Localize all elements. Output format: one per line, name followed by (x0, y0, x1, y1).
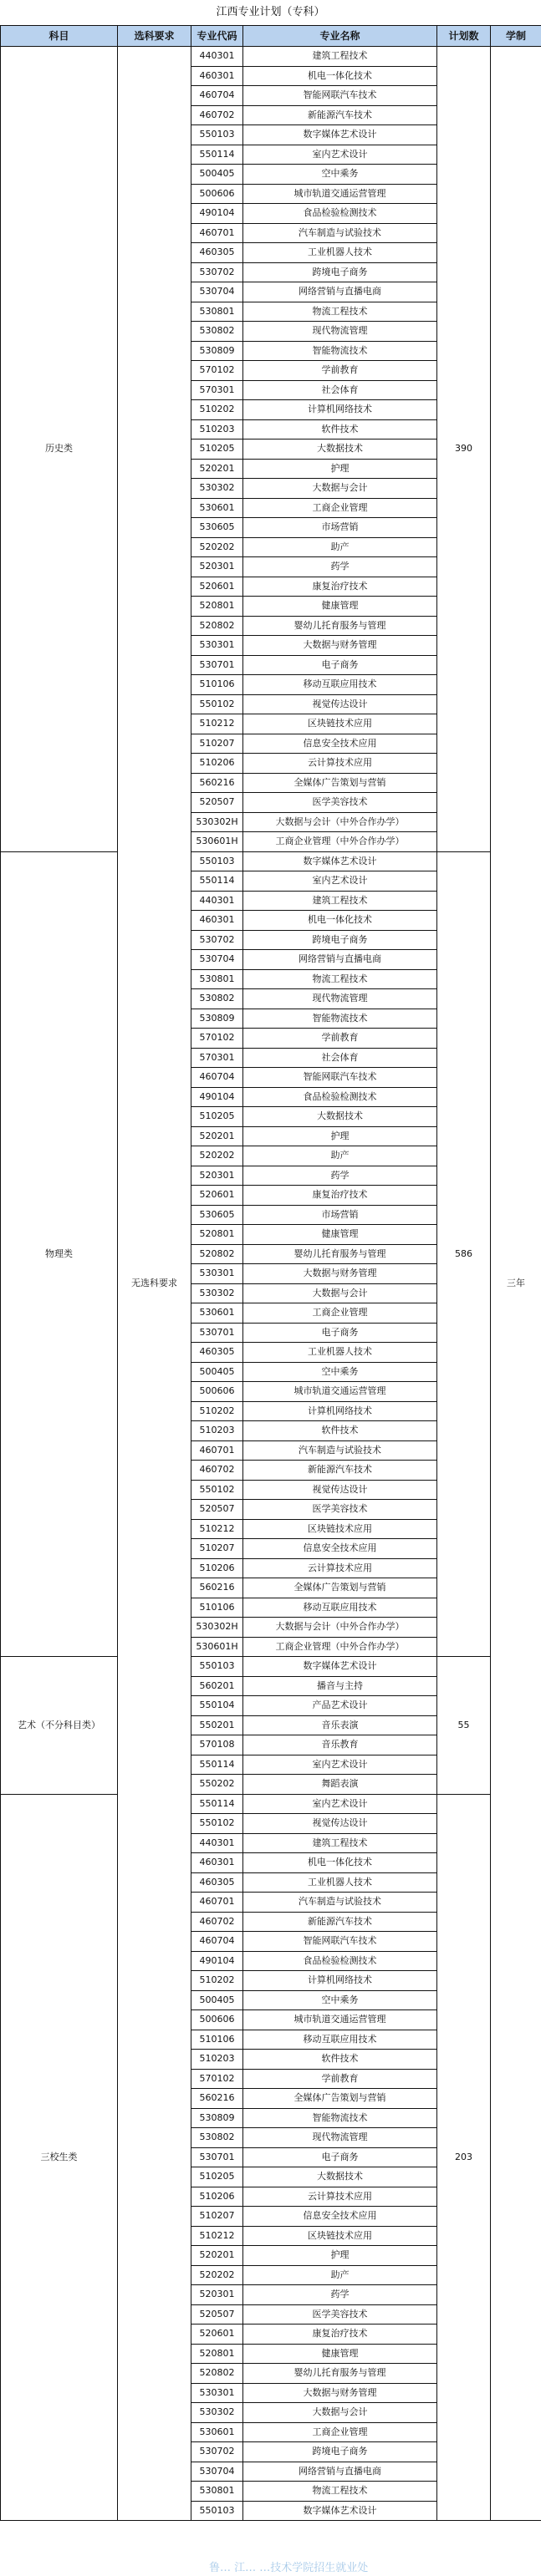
code-cell: 510202 (191, 1971, 243, 1991)
code-cell: 520601 (191, 1186, 243, 1206)
code-cell: 520601 (191, 577, 243, 597)
major-cell: 舞蹈表演 (243, 1775, 437, 1795)
major-cell: 跨境电子商务 (243, 2442, 437, 2462)
major-cell: 现代物流管理 (243, 989, 437, 1009)
code-cell: 570102 (191, 361, 243, 381)
code-cell: 500405 (191, 1990, 243, 2010)
code-cell: 510202 (191, 1401, 243, 1421)
code-cell: 460305 (191, 243, 243, 263)
major-cell: 建筑工程技术 (243, 891, 437, 911)
code-cell: 510205 (191, 439, 243, 460)
major-cell: 婴幼儿托育服务与管理 (243, 1244, 437, 1264)
major-cell: 医学美容技术 (243, 2304, 437, 2324)
major-cell: 汽车制造与试验技术 (243, 1440, 437, 1461)
code-cell: 530809 (191, 341, 243, 361)
code-cell: 530302H (191, 1618, 243, 1638)
major-cell: 室内艺术设计 (243, 1755, 437, 1775)
code-cell: 530701 (191, 655, 243, 675)
major-cell: 市场营销 (243, 1205, 437, 1225)
code-cell: 460702 (191, 1912, 243, 1932)
major-cell: 建筑工程技术 (243, 47, 437, 67)
major-cell: 播音与主持 (243, 1676, 437, 1696)
code-cell: 460701 (191, 223, 243, 243)
code-cell: 510203 (191, 2050, 243, 2070)
code-cell: 520802 (191, 616, 243, 636)
code-cell: 530801 (191, 969, 243, 989)
code-cell: 520802 (191, 1244, 243, 1264)
code-cell: 550114 (191, 1755, 243, 1775)
major-cell: 网络营销与直播电商 (243, 2462, 437, 2482)
major-cell: 网络营销与直播电商 (243, 282, 437, 302)
major-cell: 大数据与财务管理 (243, 1264, 437, 1284)
subject-cell: 历史类 (1, 47, 118, 852)
code-cell: 500405 (191, 165, 243, 185)
code-cell: 510106 (191, 1598, 243, 1618)
code-cell: 570108 (191, 1735, 243, 1755)
major-cell: 健康管理 (243, 2344, 437, 2364)
major-cell: 空中乘务 (243, 165, 437, 185)
code-cell: 560216 (191, 773, 243, 793)
code-cell: 460301 (191, 66, 243, 86)
major-cell: 工商企业管理 (243, 2422, 437, 2442)
major-cell: 药学 (243, 2285, 437, 2305)
code-cell: 510212 (191, 1519, 243, 1539)
major-cell: 建筑工程技术 (243, 1833, 437, 1853)
table-body (1, 47, 541, 2521)
plan-cell: 55 (437, 1657, 491, 1795)
major-cell: 助产 (243, 537, 437, 557)
major-cell: 社会体育 (243, 380, 437, 400)
code-cell: 500606 (191, 184, 243, 204)
code-cell: 530701 (191, 2147, 243, 2167)
code-cell: 550102 (191, 694, 243, 714)
code-cell: 550103 (191, 1657, 243, 1677)
major-cell: 食品检验检测技术 (243, 204, 437, 224)
major-cell: 云计算技术应用 (243, 754, 437, 774)
code-cell: 520507 (191, 1500, 243, 1520)
header-subject: 科目 (1, 26, 118, 47)
subject-cell: 艺术（不分科目类） (1, 1657, 118, 1795)
major-cell: 移动互联应用技术 (243, 675, 437, 695)
major-cell: 产品艺术设计 (243, 1696, 437, 1716)
code-cell: 550201 (191, 1715, 243, 1735)
major-cell: 智能网联汽车技术 (243, 86, 437, 106)
major-cell: 汽车制造与试验技术 (243, 223, 437, 243)
code-cell: 520202 (191, 1146, 243, 1166)
code-cell: 460701 (191, 1893, 243, 1913)
code-cell: 520801 (191, 1225, 243, 1245)
major-cell: 新能源汽车技术 (243, 1912, 437, 1932)
code-cell: 460301 (191, 1853, 243, 1873)
plan-table (0, 25, 541, 2521)
code-cell: 530802 (191, 322, 243, 342)
major-cell: 计算机网络技术 (243, 400, 437, 420)
major-cell: 工业机器人技术 (243, 1343, 437, 1363)
major-cell: 空中乘务 (243, 1362, 437, 1382)
code-cell: 530601 (191, 1303, 243, 1324)
code-cell: 510206 (191, 2187, 243, 2207)
major-cell: 学前教育 (243, 361, 437, 381)
major-cell: 助产 (243, 1146, 437, 1166)
xuezhi-cell: 三年 (491, 47, 541, 2521)
table-row (1, 1794, 541, 1814)
major-cell: 智能物流技术 (243, 1009, 437, 1029)
code-cell: 530301 (191, 2383, 243, 2403)
major-cell: 大数据与会计 (243, 479, 437, 499)
major-cell: 工商企业管理 (243, 498, 437, 518)
code-cell: 510202 (191, 400, 243, 420)
code-cell: 550202 (191, 1775, 243, 1795)
major-cell: 婴幼儿托育服务与管理 (243, 2364, 437, 2384)
code-cell: 520601 (191, 2324, 243, 2345)
code-cell: 440301 (191, 1833, 243, 1853)
code-cell: 520507 (191, 2304, 243, 2324)
code-cell: 570102 (191, 2069, 243, 2089)
major-cell: 云计算技术应用 (243, 2187, 437, 2207)
major-cell: 室内艺术设计 (243, 1794, 437, 1814)
code-cell: 550114 (191, 1794, 243, 1814)
code-cell: 560201 (191, 1676, 243, 1696)
code-cell: 570301 (191, 380, 243, 400)
major-cell: 市场营销 (243, 518, 437, 538)
major-cell: 康复治疗技术 (243, 2324, 437, 2345)
subject-cell: 物理类 (1, 851, 118, 1657)
code-cell: 510205 (191, 2167, 243, 2187)
major-cell: 新能源汽车技术 (243, 1461, 437, 1481)
major-cell: 网络营销与直播电商 (243, 950, 437, 970)
major-cell: 大数据与会计（中外合作办学） (243, 812, 437, 832)
major-cell: 城市轨道交通运营管理 (243, 184, 437, 204)
code-cell: 510212 (191, 714, 243, 734)
code-cell: 520201 (191, 459, 243, 479)
major-cell: 婴幼儿托育服务与管理 (243, 616, 437, 636)
code-cell: 520202 (191, 2265, 243, 2285)
major-cell: 社会体育 (243, 1048, 437, 1068)
code-cell: 460704 (191, 1068, 243, 1088)
code-cell: 570301 (191, 1048, 243, 1068)
code-cell: 490104 (191, 204, 243, 224)
major-cell: 数字媒体艺术设计 (243, 2501, 437, 2521)
major-cell: 软件技术 (243, 419, 437, 439)
major-cell: 云计算技术应用 (243, 1558, 437, 1578)
code-cell: 510206 (191, 1558, 243, 1578)
plan-cell: 203 (437, 1794, 491, 2521)
major-cell: 机电一体化技术 (243, 1853, 437, 1873)
major-cell: 跨境电子商务 (243, 262, 437, 282)
major-cell: 大数据与会计 (243, 2403, 437, 2423)
major-cell: 移动互联应用技术 (243, 2030, 437, 2050)
code-cell: 510212 (191, 2226, 243, 2246)
code-cell: 530605 (191, 1205, 243, 1225)
code-cell: 460704 (191, 86, 243, 106)
code-cell: 530702 (191, 262, 243, 282)
code-cell: 500606 (191, 1382, 243, 1402)
major-cell: 护理 (243, 1126, 437, 1146)
code-cell: 530801 (191, 2482, 243, 2502)
code-cell: 460701 (191, 1440, 243, 1461)
major-cell: 软件技术 (243, 2050, 437, 2070)
code-cell: 530301 (191, 636, 243, 656)
code-cell: 560216 (191, 1578, 243, 1598)
major-cell: 视觉传达设计 (243, 1814, 437, 1834)
code-cell: 460305 (191, 1872, 243, 1893)
major-cell: 大数据技术 (243, 439, 437, 460)
code-cell: 510206 (191, 754, 243, 774)
major-cell: 工业机器人技术 (243, 243, 437, 263)
major-cell: 学前教育 (243, 1029, 437, 1049)
major-cell: 新能源汽车技术 (243, 105, 437, 125)
code-cell: 530302 (191, 1283, 243, 1303)
major-cell: 康复治疗技术 (243, 1186, 437, 1206)
code-cell: 530704 (191, 950, 243, 970)
code-cell: 520301 (191, 2285, 243, 2305)
major-cell: 软件技术 (243, 1421, 437, 1441)
code-cell: 510203 (191, 1421, 243, 1441)
major-cell: 数字媒体艺术设计 (243, 125, 437, 145)
code-cell: 530704 (191, 282, 243, 302)
code-cell: 530601 (191, 2422, 243, 2442)
major-cell: 学前教育 (243, 2069, 437, 2089)
code-cell: 530801 (191, 302, 243, 322)
code-cell: 530809 (191, 1009, 243, 1029)
major-cell: 信息安全技术应用 (243, 1539, 437, 1559)
major-cell: 区块链技术应用 (243, 2226, 437, 2246)
major-cell: 音乐教育 (243, 1735, 437, 1755)
major-cell: 现代物流管理 (243, 322, 437, 342)
code-cell: 530302H (191, 812, 243, 832)
major-cell: 音乐表演 (243, 1715, 437, 1735)
code-cell: 550102 (191, 1814, 243, 1834)
code-cell: 460702 (191, 105, 243, 125)
page-title: 江西专业计划（专科） (216, 6, 325, 18)
code-cell: 530601 (191, 498, 243, 518)
major-cell: 汽车制造与试验技术 (243, 1893, 437, 1913)
code-cell: 460704 (191, 1932, 243, 1952)
major-cell: 智能网联汽车技术 (243, 1068, 437, 1088)
plan-cell: 586 (437, 851, 491, 1657)
code-cell: 520801 (191, 597, 243, 617)
header-major: 专业名称 (243, 26, 437, 47)
code-cell: 530702 (191, 2442, 243, 2462)
major-cell: 食品检验检测技术 (243, 1087, 437, 1107)
header-row (1, 26, 541, 47)
major-cell: 现代物流管理 (243, 2128, 437, 2148)
major-cell: 计算机网络技术 (243, 1971, 437, 1991)
major-cell: 全媒体广告策划与营销 (243, 773, 437, 793)
code-cell: 520301 (191, 1166, 243, 1186)
code-cell: 510203 (191, 419, 243, 439)
major-cell: 全媒体广告策划与营销 (243, 1578, 437, 1598)
header-code: 专业代码 (191, 26, 243, 47)
major-cell: 数字媒体艺术设计 (243, 1657, 437, 1677)
major-cell: 室内艺术设计 (243, 871, 437, 892)
major-cell: 移动互联应用技术 (243, 1598, 437, 1618)
major-cell: 物流工程技术 (243, 969, 437, 989)
major-cell: 医学美容技术 (243, 1500, 437, 1520)
code-cell: 530809 (191, 2108, 243, 2128)
major-cell: 计算机网络技术 (243, 1401, 437, 1421)
code-cell: 460305 (191, 1343, 243, 1363)
major-cell: 空中乘务 (243, 1990, 437, 2010)
plan-cell: 390 (437, 47, 491, 852)
major-cell: 大数据与财务管理 (243, 2383, 437, 2403)
major-cell: 数字媒体艺术设计 (243, 851, 437, 871)
major-cell: 大数据技术 (243, 1107, 437, 1127)
code-cell: 530601H (191, 1637, 243, 1657)
major-cell: 大数据技术 (243, 2167, 437, 2187)
code-cell: 510207 (191, 734, 243, 754)
major-cell: 物流工程技术 (243, 2482, 437, 2502)
code-cell: 550103 (191, 851, 243, 871)
major-cell: 工商企业管理 (243, 1303, 437, 1324)
code-cell: 460702 (191, 1461, 243, 1481)
major-cell: 工商企业管理（中外合作办学） (243, 1637, 437, 1657)
code-cell: 510106 (191, 2030, 243, 2050)
code-cell: 520201 (191, 1126, 243, 1146)
major-cell: 视觉传达设计 (243, 1480, 437, 1500)
code-cell: 520301 (191, 557, 243, 577)
subject-cell: 三校生类 (1, 1794, 118, 2521)
major-cell: 助产 (243, 2265, 437, 2285)
major-cell: 食品检验检测技术 (243, 1951, 437, 1971)
code-cell: 530301 (191, 1264, 243, 1284)
major-cell: 大数据与会计（中外合作办学） (243, 1618, 437, 1638)
code-cell: 550102 (191, 1480, 243, 1500)
major-cell: 药学 (243, 1166, 437, 1186)
code-cell: 530302 (191, 2403, 243, 2423)
code-cell: 490104 (191, 1951, 243, 1971)
code-cell: 440301 (191, 47, 243, 67)
major-cell: 大数据与财务管理 (243, 636, 437, 656)
major-cell: 信息安全技术应用 (243, 2207, 437, 2227)
code-cell: 530701 (191, 1323, 243, 1343)
major-cell: 药学 (243, 557, 437, 577)
header-xuezhi: 学制 (491, 26, 541, 47)
code-cell: 550104 (191, 1696, 243, 1716)
major-cell: 城市轨道交通运营管理 (243, 1382, 437, 1402)
table-row (1, 851, 541, 871)
major-cell: 智能网联汽车技术 (243, 1932, 437, 1952)
code-cell: 520801 (191, 2344, 243, 2364)
code-cell: 520802 (191, 2364, 243, 2384)
code-cell: 460301 (191, 911, 243, 931)
code-cell: 520201 (191, 2246, 243, 2266)
major-cell: 工商企业管理（中外合作办学） (243, 832, 437, 852)
major-cell: 护理 (243, 459, 437, 479)
major-cell: 护理 (243, 2246, 437, 2266)
major-cell: 机电一体化技术 (243, 66, 437, 86)
code-cell: 560216 (191, 2089, 243, 2109)
table-row (1, 47, 541, 67)
header-xuanke: 选科要求 (118, 26, 191, 47)
code-cell: 550103 (191, 2501, 243, 2521)
major-cell: 城市轨道交通运营管理 (243, 2010, 437, 2030)
major-cell: 信息安全技术应用 (243, 734, 437, 754)
major-cell: 电子商务 (243, 2147, 437, 2167)
major-cell: 工业机器人技术 (243, 1872, 437, 1893)
major-cell: 全媒体广告策划与营销 (243, 2089, 437, 2109)
major-cell: 跨境电子商务 (243, 930, 437, 950)
code-cell: 570102 (191, 1029, 243, 1049)
header-plan: 计划数 (437, 26, 491, 47)
code-cell: 530605 (191, 518, 243, 538)
code-cell: 530601H (191, 832, 243, 852)
watermark: 鲁… 江… …技术学院招生就业处 (209, 2562, 369, 2574)
code-cell: 520507 (191, 793, 243, 813)
major-cell: 物流工程技术 (243, 302, 437, 322)
major-cell: 健康管理 (243, 597, 437, 617)
code-cell: 440301 (191, 891, 243, 911)
code-cell: 530802 (191, 989, 243, 1009)
code-cell: 510207 (191, 1539, 243, 1559)
xuanke-cell: 无选科要求 (118, 47, 191, 2521)
major-cell: 智能物流技术 (243, 2108, 437, 2128)
code-cell: 500606 (191, 2010, 243, 2030)
major-cell: 健康管理 (243, 1225, 437, 1245)
code-cell: 550114 (191, 145, 243, 165)
code-cell: 510207 (191, 2207, 243, 2227)
major-cell: 机电一体化技术 (243, 911, 437, 931)
code-cell: 510106 (191, 675, 243, 695)
major-cell: 视觉传达设计 (243, 694, 437, 714)
major-cell: 医学美容技术 (243, 793, 437, 813)
major-cell: 室内艺术设计 (243, 145, 437, 165)
major-cell: 康复治疗技术 (243, 577, 437, 597)
code-cell: 530704 (191, 2462, 243, 2482)
code-cell: 530302 (191, 479, 243, 499)
code-cell: 500405 (191, 1362, 243, 1382)
code-cell: 510205 (191, 1107, 243, 1127)
code-cell: 550114 (191, 871, 243, 892)
major-cell: 电子商务 (243, 655, 437, 675)
major-cell: 区块链技术应用 (243, 714, 437, 734)
code-cell: 550103 (191, 125, 243, 145)
major-cell: 智能物流技术 (243, 341, 437, 361)
code-cell: 490104 (191, 1087, 243, 1107)
table-row (1, 1657, 541, 1677)
major-cell: 电子商务 (243, 1323, 437, 1343)
code-cell: 530702 (191, 930, 243, 950)
code-cell: 520202 (191, 537, 243, 557)
major-cell: 区块链技术应用 (243, 1519, 437, 1539)
major-cell: 大数据与会计 (243, 1283, 437, 1303)
code-cell: 530802 (191, 2128, 243, 2148)
